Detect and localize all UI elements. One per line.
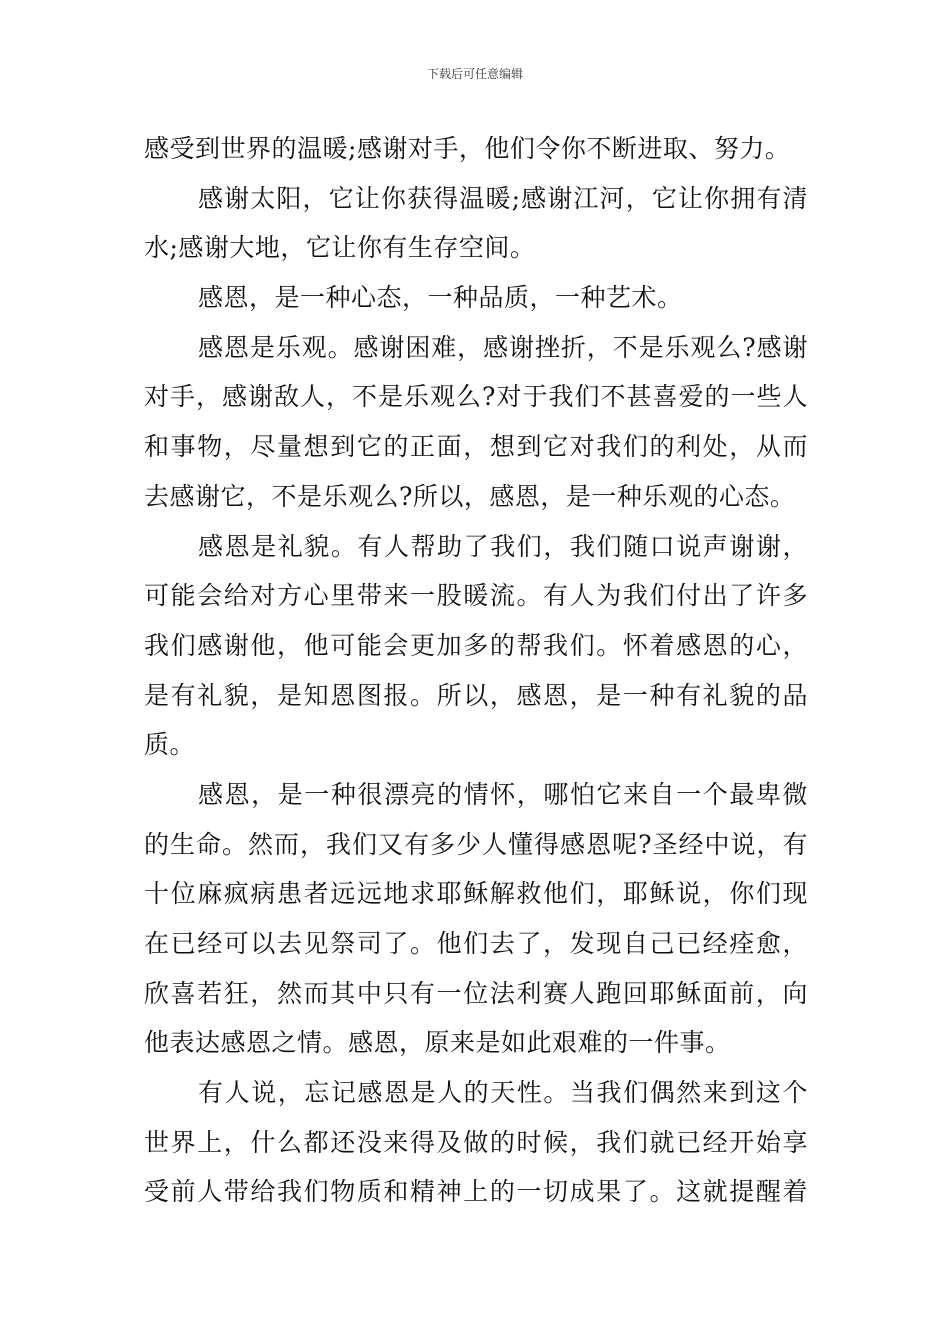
paragraph xyxy=(144,273,808,323)
text-line: 他表达感恩之情。感恩，原来是如此艰难的一件事。 xyxy=(144,1028,731,1058)
paragraph xyxy=(144,1068,808,1217)
text-line: 可能会给对方心里带来一股暖流。有人为我们付出了许多 xyxy=(144,581,808,611)
page-header: 下载后可任意编辑 xyxy=(426,67,523,81)
paragraph xyxy=(144,174,808,273)
text-line: 感恩，是一种心态，一种品质，一种艺术。 xyxy=(198,283,683,313)
text-line: 质。 xyxy=(144,730,196,760)
text-line: 感恩，是一种很漂亮的情怀，哪怕它来自一个最卑微 xyxy=(198,779,808,809)
text-line: 对手，感谢敌人，不是乐观么?对于我们不甚喜爱的一些人 xyxy=(144,382,808,412)
paragraph xyxy=(144,323,808,522)
text-line: 水;感谢大地，它让你有生存空间。 xyxy=(144,233,536,263)
paragraph xyxy=(144,522,808,770)
text-line: 感恩是礼貌。有人帮助了我们，我们随口说声谢谢， xyxy=(198,531,808,561)
text-line: 和事物，尽量想到它的正面，想到它对我们的利处，从而 xyxy=(144,432,808,462)
text-line: 感恩是乐观。感谢困难，感谢挫折，不是乐观么?感谢 xyxy=(198,332,808,362)
text-line: 是有礼貌，是知恩图报。所以，感恩，是一种有礼貌的品 xyxy=(144,680,808,710)
text-line: 我们感谢他，他可能会更加多的帮我们。怀着感恩的心， xyxy=(144,630,808,660)
text-line: 感受到世界的温暖;感谢对手，他们令你不断进取、努力。 xyxy=(144,134,791,163)
text-line: 有人说，忘记感恩是人的天性。当我们偶然来到这个 xyxy=(198,1078,808,1108)
paragraph xyxy=(144,124,808,174)
text-line: 受前人带给我们物质和精神上的一切成果了。这就提醒着 xyxy=(144,1177,808,1207)
text-line: 在已经可以去见祭司了。他们去了，发现自己已经痊愈， xyxy=(144,929,808,958)
text-line: 世界上，什么都还没来得及做的时候，我们就已经开始享 xyxy=(144,1127,808,1157)
paragraph xyxy=(144,770,808,1068)
text-line: 十位麻疯病患者远远地求耶稣解救他们，耶稣说，你们现 xyxy=(144,879,808,909)
text-line: 欣喜若狂，然而其中只有一位法利赛人跑回耶稣面前，向 xyxy=(144,978,808,1008)
text-line: 感谢太阳，它让你获得温暖;感谢江河，它让你拥有清 xyxy=(198,183,808,213)
text-line: 的生命。然而，我们又有多少人懂得感恩呢?圣经中说，有 xyxy=(144,829,808,859)
text-line: 去感谢它，不是乐观么?所以，感恩，是一种乐观的心态。 xyxy=(144,481,796,511)
body-text xyxy=(144,124,808,1217)
